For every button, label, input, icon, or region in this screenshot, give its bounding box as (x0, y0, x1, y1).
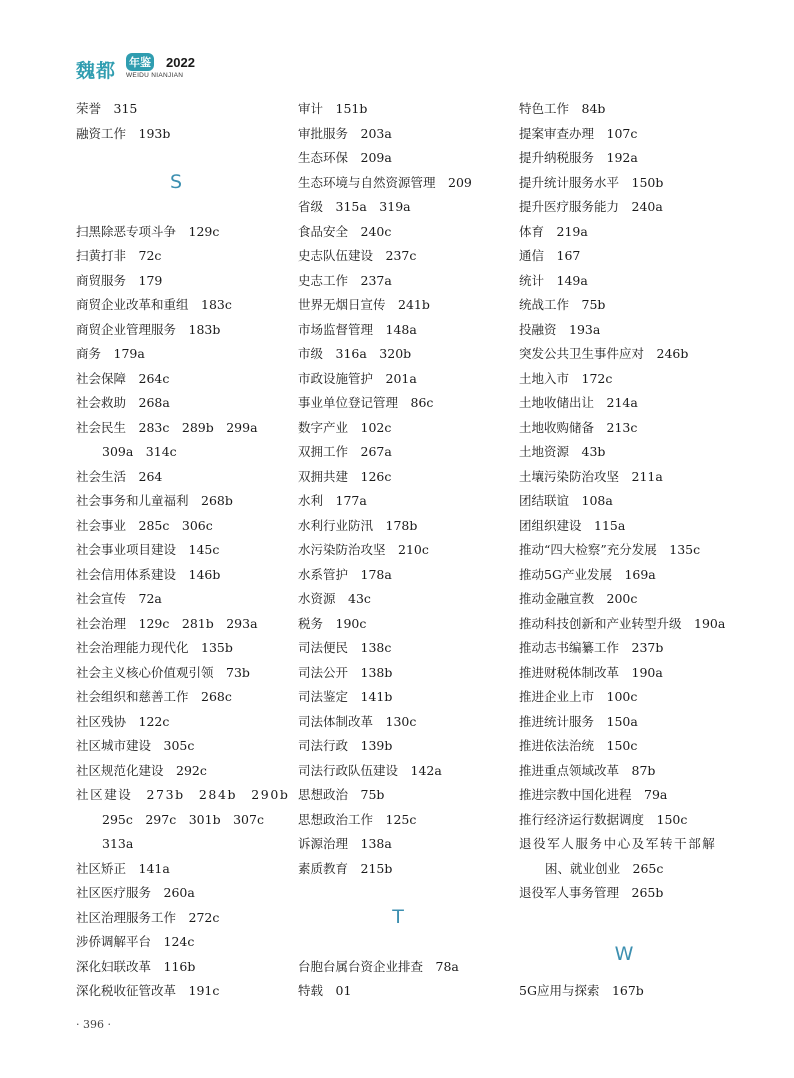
letter-heading-t: T (392, 906, 404, 928)
index-entry: 商贸服务 179 (76, 272, 163, 288)
index-entry: 推进企业上市 100c (519, 689, 638, 704)
index-entry: 社会事业项目建设 145c (76, 542, 220, 557)
index-entry: 生态环保 209a (298, 150, 392, 165)
index-entry: 思想政治工作 125c (298, 811, 417, 827)
index-entry: 突发公共卫生事件应对 246b (519, 346, 689, 361)
index-entry: 提升纳税服务 192a (519, 150, 638, 165)
index-entry: 退役军人服务中心及军转干部解 (519, 836, 717, 851)
index-entry: 推进财税体制改革 190a (519, 664, 663, 680)
index-entry: 社区治理服务工作 272c (76, 909, 220, 925)
index-entry: 司法行政队伍建设 142a (298, 762, 442, 778)
index-entry: 融资工作 193b (76, 125, 171, 141)
index-entry: 水利 177a (298, 493, 367, 508)
index-entry: 司法便民 138c (298, 640, 392, 655)
index-entry-continuation: 困、就业创业 265c (545, 860, 664, 876)
index-entry: 税务 190c (298, 615, 367, 631)
index-entry: 社区建设 273b 284b 290b (76, 787, 290, 802)
index-entry: 推动志书编纂工作 237b (519, 640, 664, 655)
index-entry: 团结联谊 108a (519, 493, 613, 508)
index-entry: 社会民生 283c 289b 299a (76, 419, 258, 435)
index-column-2 (298, 97, 498, 1004)
index-entry: 社会信用体系建设 146b (76, 566, 221, 582)
page-number: · 396 · (76, 1018, 111, 1031)
index-entry: 社会主义核心价值观引领 73b (76, 664, 250, 680)
index-entry: 司法公开 138b (298, 664, 393, 680)
index-entry: 思想政治 75b (298, 787, 385, 802)
index-entry: 社会事业 285c 306c (76, 517, 213, 533)
index-entry: 社区规范化建设 292c (76, 762, 207, 778)
logo-badge: 年鉴 (126, 53, 154, 71)
index-entry: 推进宗教中国化进程 79a (519, 787, 668, 802)
index-entry: 社区城市建设 305c (76, 738, 195, 753)
index-entry: 推动“四大检察”充分发展 135c (519, 542, 701, 557)
index-entry: 食品安全 240c (298, 223, 392, 239)
index-entry: 荣誉 315 (76, 101, 138, 116)
index-column-3 (519, 97, 729, 1004)
index-entry: 社会保障 264c (76, 370, 170, 386)
index-entry: 商务 179a (76, 346, 145, 361)
index-entry: 社会治理 129c 281b 293a (76, 615, 258, 631)
letter-heading-s: S (169, 171, 183, 193)
index-entry: 推进统计服务 150a (519, 713, 638, 729)
logo-year: 2022 (166, 55, 195, 70)
index-entry: 双拥工作 267a (298, 444, 392, 459)
index-entry: 双拥共建 126c (298, 468, 392, 484)
index-entry: 世界无烟日宣传 241b (298, 297, 430, 312)
logo-subtitle: WEIDU NIANJIAN (126, 72, 184, 79)
index-entry-continuation: 309a 314c (102, 444, 177, 459)
index-entry: 投融资 193a (519, 321, 601, 337)
index-entry: 提升医疗服务能力 240a (519, 199, 663, 214)
index-entry: 涉侨调解平台 124c (76, 934, 195, 949)
index-entry: 推进依法治统 150c (519, 738, 638, 753)
index-entry: 水系管护 178a (298, 566, 392, 582)
index-entry: 商贸企业改革和重组 183c (76, 297, 232, 312)
index-entry: 统计 149a (519, 272, 588, 288)
index-entry: 商贸企业管理服务 183b (76, 321, 221, 337)
index-entry-continuation: 313a (102, 836, 134, 851)
index-entry: 生态环境与自然资源管理 209 (298, 174, 472, 190)
index-entry: 素质教育 215b (298, 860, 393, 876)
index-column-1 (76, 97, 290, 1004)
index-entry: 司法体制改革 130c (298, 713, 417, 729)
index-entry: 深化税收征管改革 191c (76, 983, 220, 998)
index-entry: 史志工作 237a (298, 272, 392, 288)
index-entry: 司法行政 139b (298, 738, 393, 753)
letter-heading-w: W (614, 943, 634, 965)
index-entry: 审计 151b (298, 101, 368, 116)
index-entry: 市场监督管理 148a (298, 321, 417, 337)
index-entry: 事业单位登记管理 86c (298, 395, 434, 410)
index-entry: 推进重点领域改革 87b (519, 762, 656, 778)
index-entry: 退役军人事务管理 265b (519, 885, 664, 900)
index-entry: 审批服务 203a (298, 125, 392, 141)
index-entry: 市级 316a 320b (298, 346, 412, 361)
index-entry: 数字产业 102c (298, 419, 392, 435)
index-entry: 社会救助 268a (76, 395, 170, 410)
index-entry: 提案审查办理 107c (519, 125, 638, 141)
index-entry: 社会生活 264 (76, 468, 163, 484)
index-entry: 社区矫正 141a (76, 860, 170, 876)
index-entry: 土壤污染防治攻坚 211a (519, 468, 663, 484)
index-entry: 扫黄打非 72c (76, 248, 162, 263)
index-entry: 推动金融宣教 200c (519, 591, 638, 606)
index-entry: 社会组织和慈善工作 268c (76, 689, 232, 704)
index-entry: 土地收储出让 214a (519, 395, 638, 410)
index-entry: 深化妇联改革 116b (76, 958, 196, 974)
logo-title: 魏都 (76, 60, 117, 82)
index-entry: 司法鉴定 141b (298, 689, 393, 704)
index-entry: 扫黑除恶专项斗争 129c (76, 223, 220, 239)
index-entry: 土地资源 43b (519, 444, 606, 459)
index-entry: 社会事务和儿童福利 268b (76, 493, 233, 508)
index-entry: 社会治理能力现代化 135b (76, 640, 233, 655)
index-entry: 水利行业防汛 178b (298, 517, 418, 533)
index-entry: 推动科技创新和产业转型升级 190a (519, 615, 726, 631)
index-entry: 土地入市 172c (519, 370, 613, 386)
index-entry: 提升统计服务水平 150b (519, 174, 664, 190)
index-entry: 通信 167 (519, 248, 581, 263)
index-entry: 特色工作 84b (519, 101, 606, 116)
index-entry: 团组织建设 115a (519, 517, 626, 533)
index-entry: 社区医疗服务 260a (76, 885, 195, 900)
index-entry: 社区残协 122c (76, 713, 170, 729)
index-entry: 5G应用与探索 167b (519, 983, 644, 998)
index-entry: 推行经济运行数据调度 150c (519, 811, 688, 827)
index-entry: 市政设施管护 201a (298, 370, 417, 386)
index-entry: 体育 219a (519, 223, 588, 239)
index-entry: 水污染防治攻坚 210c (298, 542, 429, 557)
index-entry: 土地收购储备 213c (519, 419, 638, 435)
index-entry: 诉源治理 138a (298, 836, 392, 851)
index-entry: 台胞台属台资企业排查 78a (298, 958, 459, 974)
index-entry: 统战工作 75b (519, 297, 606, 312)
index-entry: 水资源 43c (298, 591, 371, 606)
index-entry: 史志队伍建设 237c (298, 248, 417, 263)
index-entry: 社会宣传 72a (76, 591, 162, 606)
index-entry-continuation: 295c 297c 301b 307c (102, 811, 264, 827)
index-entry: 推动5G产业发展 169a (519, 566, 656, 582)
index-entry: 特载 01 (298, 983, 352, 998)
index-entry: 省级 315a 319a (298, 199, 411, 214)
